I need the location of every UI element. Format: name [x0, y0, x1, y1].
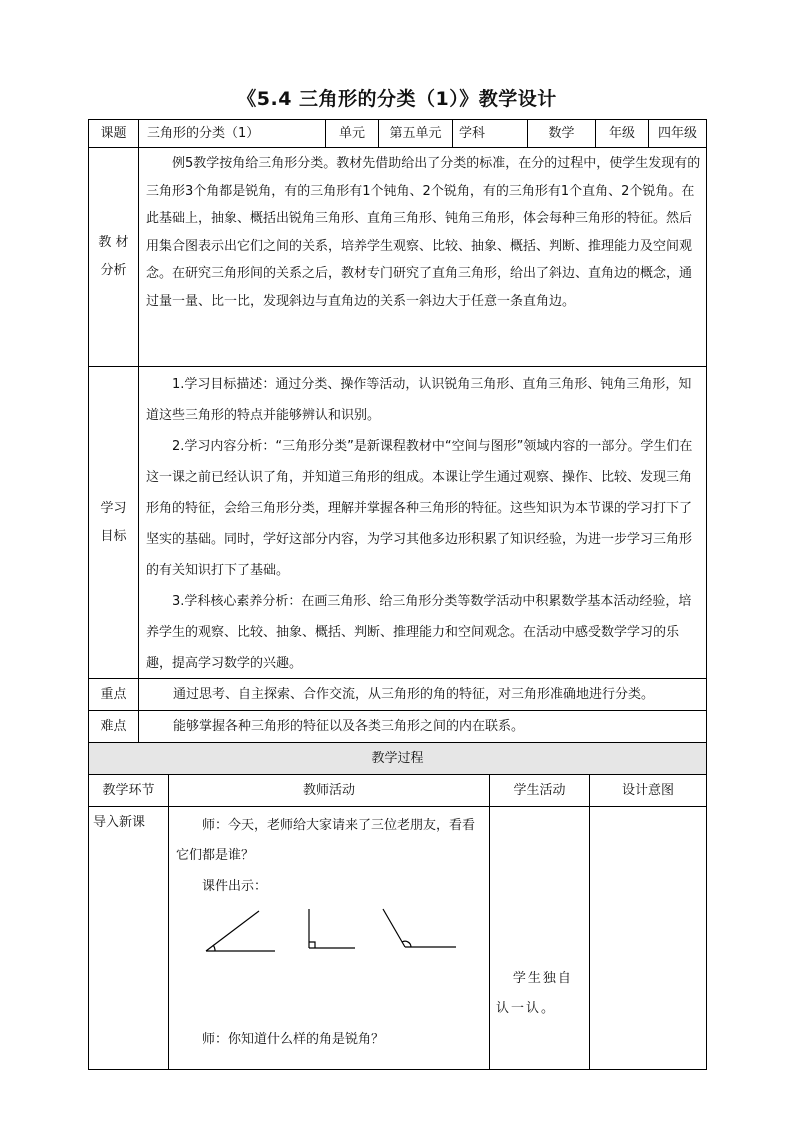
- teacher-text-3: [176, 1026, 482, 1054]
- goals-label-line2: 目标: [100, 528, 127, 544]
- process-header: 教学过程: [371, 750, 424, 766]
- col-stage-header: 教学环节: [102, 782, 155, 798]
- goals-label-line1: 学习: [100, 500, 127, 516]
- col-teacher-header: 教师活动: [302, 782, 355, 798]
- subject-value: 数学: [548, 125, 575, 141]
- topic-value: 三角形的分类（1）: [147, 125, 260, 141]
- key-point-text: 通过思考、自主探索、合作交流，从三角形的角的特征，对三角形准确地进行分类。: [173, 686, 655, 702]
- unit-label: 单元: [338, 125, 365, 141]
- stage-cell: 导入新课: [93, 815, 146, 830]
- teacher-line-1: 师：今天，老师给大家请来了三位老朋友，看看它们都是谁？: [176, 818, 476, 863]
- topic-label: 课题: [100, 125, 127, 141]
- grade-label: 年级: [608, 125, 635, 141]
- student-activity: [496, 964, 584, 1024]
- subject-label: 学科: [459, 125, 486, 141]
- right-angle-figure: [309, 909, 355, 948]
- student-activity-text: 学生独自认一认。: [496, 971, 573, 1016]
- page-title: 《5.4 三角形的分类（1）》教学设计: [237, 88, 557, 110]
- col-student-header: 学生活动: [513, 782, 566, 798]
- col-intent-header: 设计意图: [621, 782, 674, 798]
- goals-paragraph-3: 3.学科核心素养分析：在画三角形、给三角形分类等数学活动中积累数学基本活动经验，培养学生的观察、比较、抽象、概括、判断、推理能力和空间观念。在活动中感受数学学习的乐趣，提高学习数学的兴趣。: [146, 594, 692, 671]
- analysis-paragraph: 例5教学按角给三角形分类。教材先借助给出了分类的标准，在分的过程中，使学生发现有的三角形3个角都是锐角，有的三角形有1个钝角、2个锐角，有的三角形有1个直角、2个锐角。在此基础上，抽象、概括出锐角三角形、直角三角形、钝角三角形，体会每种三角形的特征。然后用集合图表示出它们之间的关系，培养学生观察、比较、抽象、概括、判断、推理能力及空间观念。在研究三角形间的关系之后，教材专门研究了直角三角形，给出了斜边、直角边的概念，通过量一量、比一比，发现斜边与直角边的关系一斜边大于任意一条直角边。: [146, 156, 701, 309]
- obtuse-angle-figure: [383, 909, 456, 947]
- difficulty-label: 难点: [100, 718, 127, 734]
- teacher-line-3: 师：你知道什么样的角是锐角？: [202, 1032, 385, 1047]
- teacher-line-2: 课件出示：: [202, 879, 268, 894]
- difficulty-text: 能够掌握各种三角形的特征以及各类三角形之间的内在联系。: [173, 718, 525, 734]
- analysis-label-line1: 教 材: [98, 235, 129, 250]
- acute-angle-figure: [206, 911, 275, 951]
- analysis-label-line2: 分析: [100, 263, 127, 278]
- grade-value: 四年级: [657, 125, 697, 141]
- goals-paragraph-2: 2.学习内容分析：“三角形分类”是新课程教材中“空间与图形”领域内容的一部分。学生们在这一课之前已经认识了角，并知道三角形的组成。本课让学生通过观察、操作、比较、发现三角形角的特征，会给三角形分类，理解并掌握各种三角形的特征。这些知识为本节课的学习打下了坚实的基础。同时，学好这部分内容，为学习其他多边形积累了知识经验，为进一步学习三角形的有关知识打下了基础。: [146, 439, 693, 578]
- key-point-label: 重点: [100, 686, 127, 702]
- goals-paragraph-1: 1.学习目标描述：通过分类、操作等活动，认识锐角三角形、直角三角形、钝角三角形，知道这些三角形的特点并能够辨认和识别。: [146, 377, 692, 423]
- unit-value: 第五单元: [389, 125, 442, 141]
